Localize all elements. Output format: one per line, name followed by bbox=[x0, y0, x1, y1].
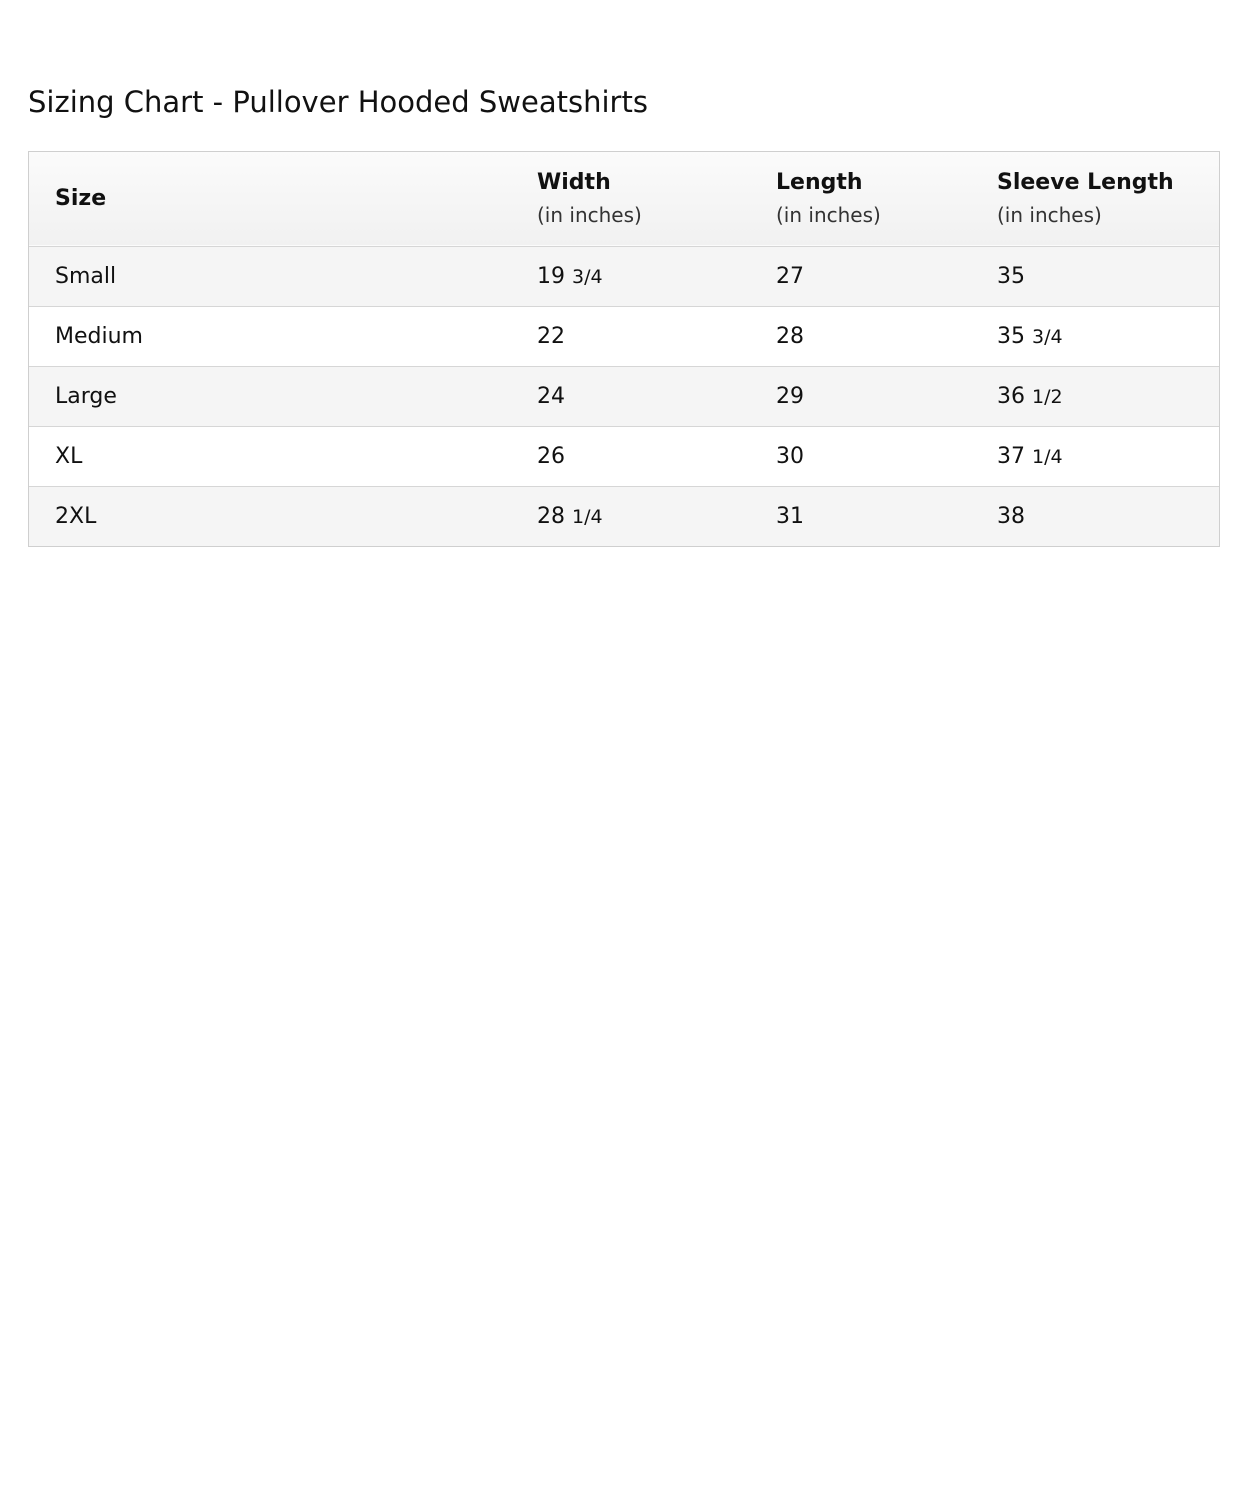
length-cell bbox=[776, 306, 997, 366]
value-whole: 28 bbox=[537, 503, 565, 529]
size-cell: Medium bbox=[55, 323, 143, 349]
column-header-length bbox=[776, 152, 997, 246]
value-whole: 29 bbox=[776, 383, 804, 409]
value-fraction: 1/2 bbox=[1032, 385, 1063, 408]
table-row bbox=[29, 426, 1219, 486]
sleeve-length-cell bbox=[997, 246, 1219, 306]
value-whole: 35 bbox=[997, 263, 1025, 289]
sizing-table bbox=[29, 152, 1219, 546]
column-header-label: Size bbox=[55, 186, 107, 212]
size-cell: 2XL bbox=[55, 503, 97, 529]
column-header-sleeve-length bbox=[997, 152, 1219, 246]
width-cell bbox=[537, 306, 776, 366]
value-whole: 31 bbox=[776, 503, 804, 529]
page-title: Sizing Chart - Pullover Hooded Sweatshirts bbox=[28, 85, 648, 119]
width-cell bbox=[537, 246, 776, 306]
value-whole: 35 bbox=[997, 323, 1025, 349]
column-header-label: Sleeve Length bbox=[997, 169, 1174, 195]
value-whole: 27 bbox=[776, 263, 804, 289]
value-whole: 36 bbox=[997, 383, 1025, 409]
table-header-row bbox=[29, 152, 1219, 246]
value-whole: 19 bbox=[537, 263, 565, 289]
value-whole: 38 bbox=[997, 503, 1025, 529]
column-header-unit: (in inches) bbox=[997, 202, 1102, 227]
value-whole: 26 bbox=[537, 443, 565, 469]
sleeve-length-cell bbox=[997, 486, 1219, 546]
column-header-label: Width bbox=[537, 169, 611, 195]
length-cell bbox=[776, 486, 997, 546]
width-cell bbox=[537, 426, 776, 486]
length-cell bbox=[776, 366, 997, 426]
value-whole: 22 bbox=[537, 323, 565, 349]
sleeve-length-cell bbox=[997, 306, 1219, 366]
table-row bbox=[29, 246, 1219, 306]
width-cell bbox=[537, 486, 776, 546]
length-cell bbox=[776, 246, 997, 306]
column-header-label: Length bbox=[776, 169, 863, 195]
value-whole: 37 bbox=[997, 443, 1025, 469]
value-whole: 28 bbox=[776, 323, 804, 349]
width-cell bbox=[537, 366, 776, 426]
value-fraction: 3/4 bbox=[1032, 325, 1063, 348]
sleeve-length-cell bbox=[997, 366, 1219, 426]
value-fraction: 3/4 bbox=[572, 265, 603, 288]
value-fraction: 1/4 bbox=[572, 505, 603, 528]
sleeve-length-cell bbox=[997, 426, 1219, 486]
size-cell: XL bbox=[55, 443, 83, 469]
size-cell: Large bbox=[55, 383, 117, 409]
column-header-size bbox=[29, 152, 537, 246]
column-header-unit: (in inches) bbox=[537, 202, 642, 227]
value-whole: 30 bbox=[776, 443, 804, 469]
table-row bbox=[29, 366, 1219, 426]
table-row bbox=[29, 306, 1219, 366]
column-header-unit: (in inches) bbox=[776, 202, 881, 227]
value-whole: 24 bbox=[537, 383, 565, 409]
size-cell: Small bbox=[55, 263, 117, 289]
value-fraction: 1/4 bbox=[1032, 445, 1063, 468]
table-row bbox=[29, 486, 1219, 546]
length-cell bbox=[776, 426, 997, 486]
column-header-width bbox=[537, 152, 776, 246]
sizing-table-container bbox=[28, 151, 1220, 547]
